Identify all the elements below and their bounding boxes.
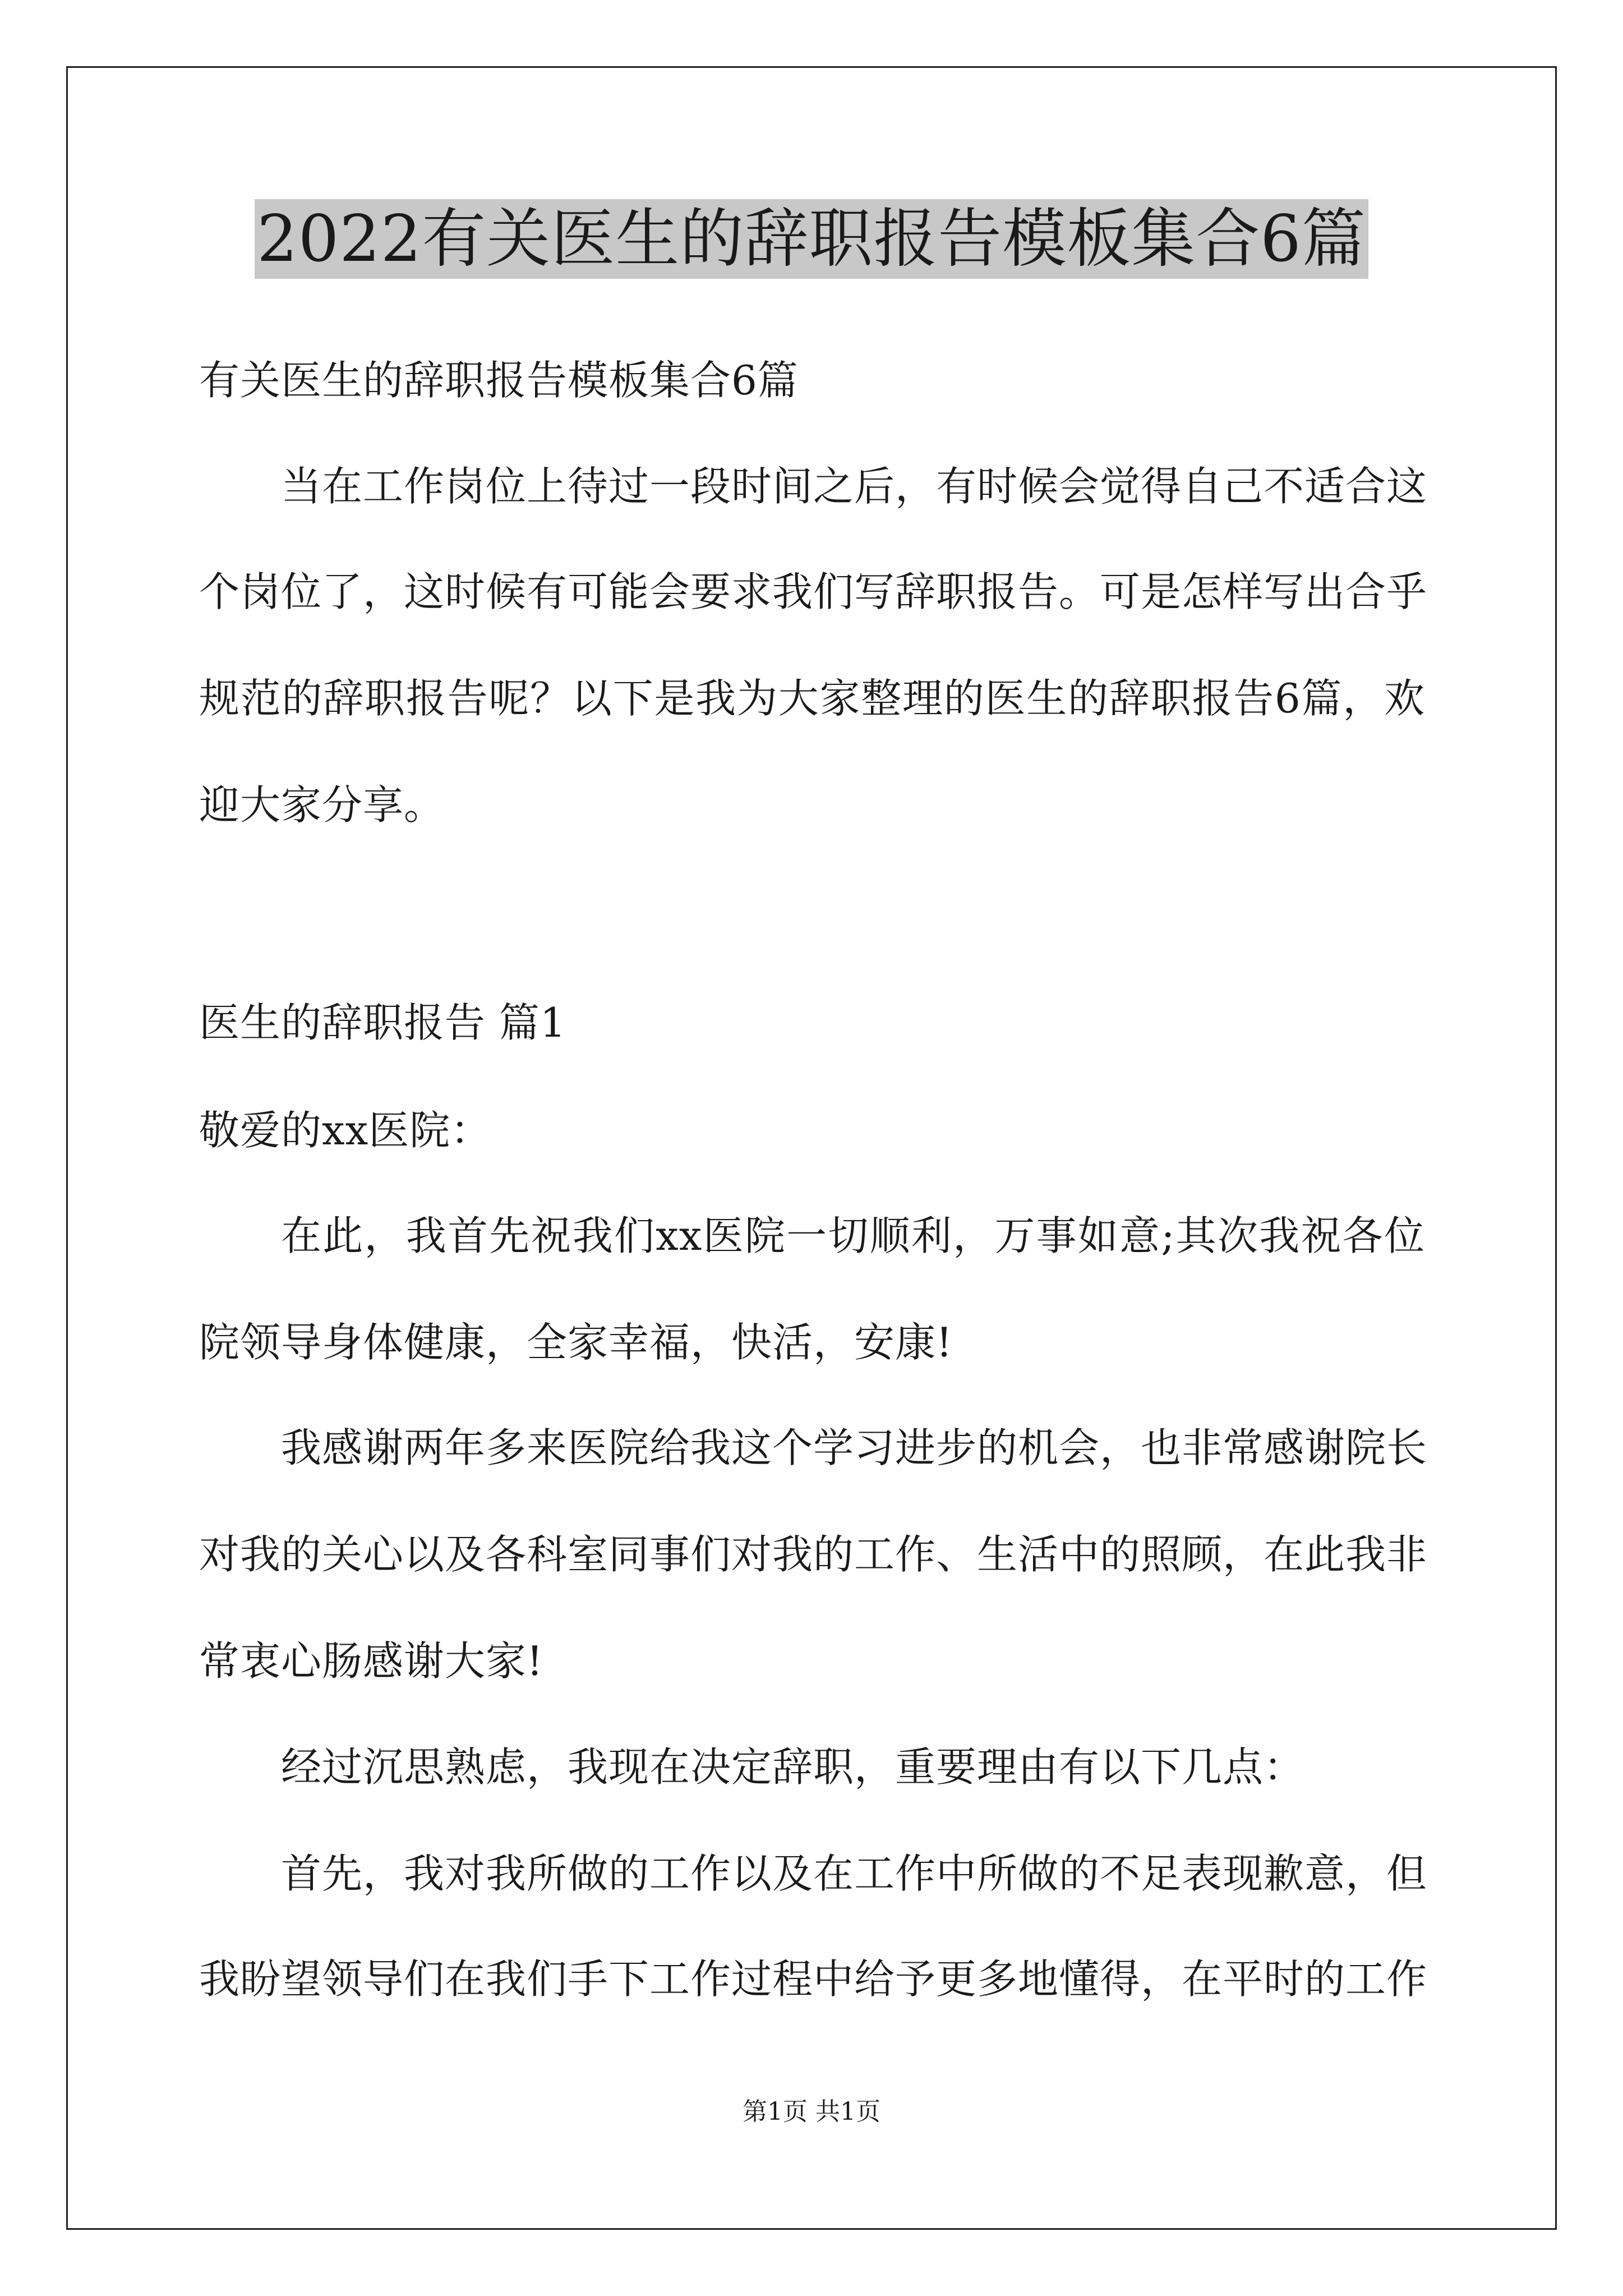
document-subtitle: 有关医生的辞职报告模板集合6篇 [199,357,799,404]
paragraph-line: 在此，我首先祝我们xx医院一切顺利，万事如意;其次我祝各位 [281,1212,1425,1259]
paragraph-line: 对我的关心以及各科室同事们对我的工作、生活中的照顾，在此我非 [199,1531,1428,1578]
paragraph-line: 经过沉思熟虑，我现在决定辞职，重要理由有以下几点： [281,1743,1305,1791]
document-title: 2022有关医生的辞职报告模板集合6篇 [255,199,1368,279]
intro-line: 个岗位了，这时候有可能会要求我们写辞职报告。可是怎样写出合乎 [199,568,1428,615]
title-wrap [0,199,1623,279]
paragraph-line: 常衷心肠感谢大家! [199,1637,543,1685]
salutation: 敬爱的xx医院： [199,1107,492,1154]
intro-line: 规范的辞职报告呢？以下是我为大家整理的医生的辞职报告6篇，欢 [199,675,1425,722]
paragraph-line: 院领导身体健康，全家幸福，快活，安康! [199,1319,953,1366]
intro-line: 当在工作岗位上待过一段时间之后，有时候会觉得自己不适合这 [281,463,1428,510]
intro-line: 迎大家分享。 [199,781,445,829]
paragraph-line: 我盼望领导们在我们手下工作过程中给予更多地懂得，在平时的工作 [199,1955,1428,2003]
page-footer: 第1页 共1页 [743,2097,880,2126]
paragraph-line: 首先，我对我所做的工作以及在工作中所做的不足表现歉意，但 [281,1850,1428,1897]
paragraph-line: 我感谢两年多来医院给我这个学习进步的机会，也非常感谢院长 [281,1424,1428,1471]
section-heading: 医生的辞职报告 篇1 [199,999,566,1046]
